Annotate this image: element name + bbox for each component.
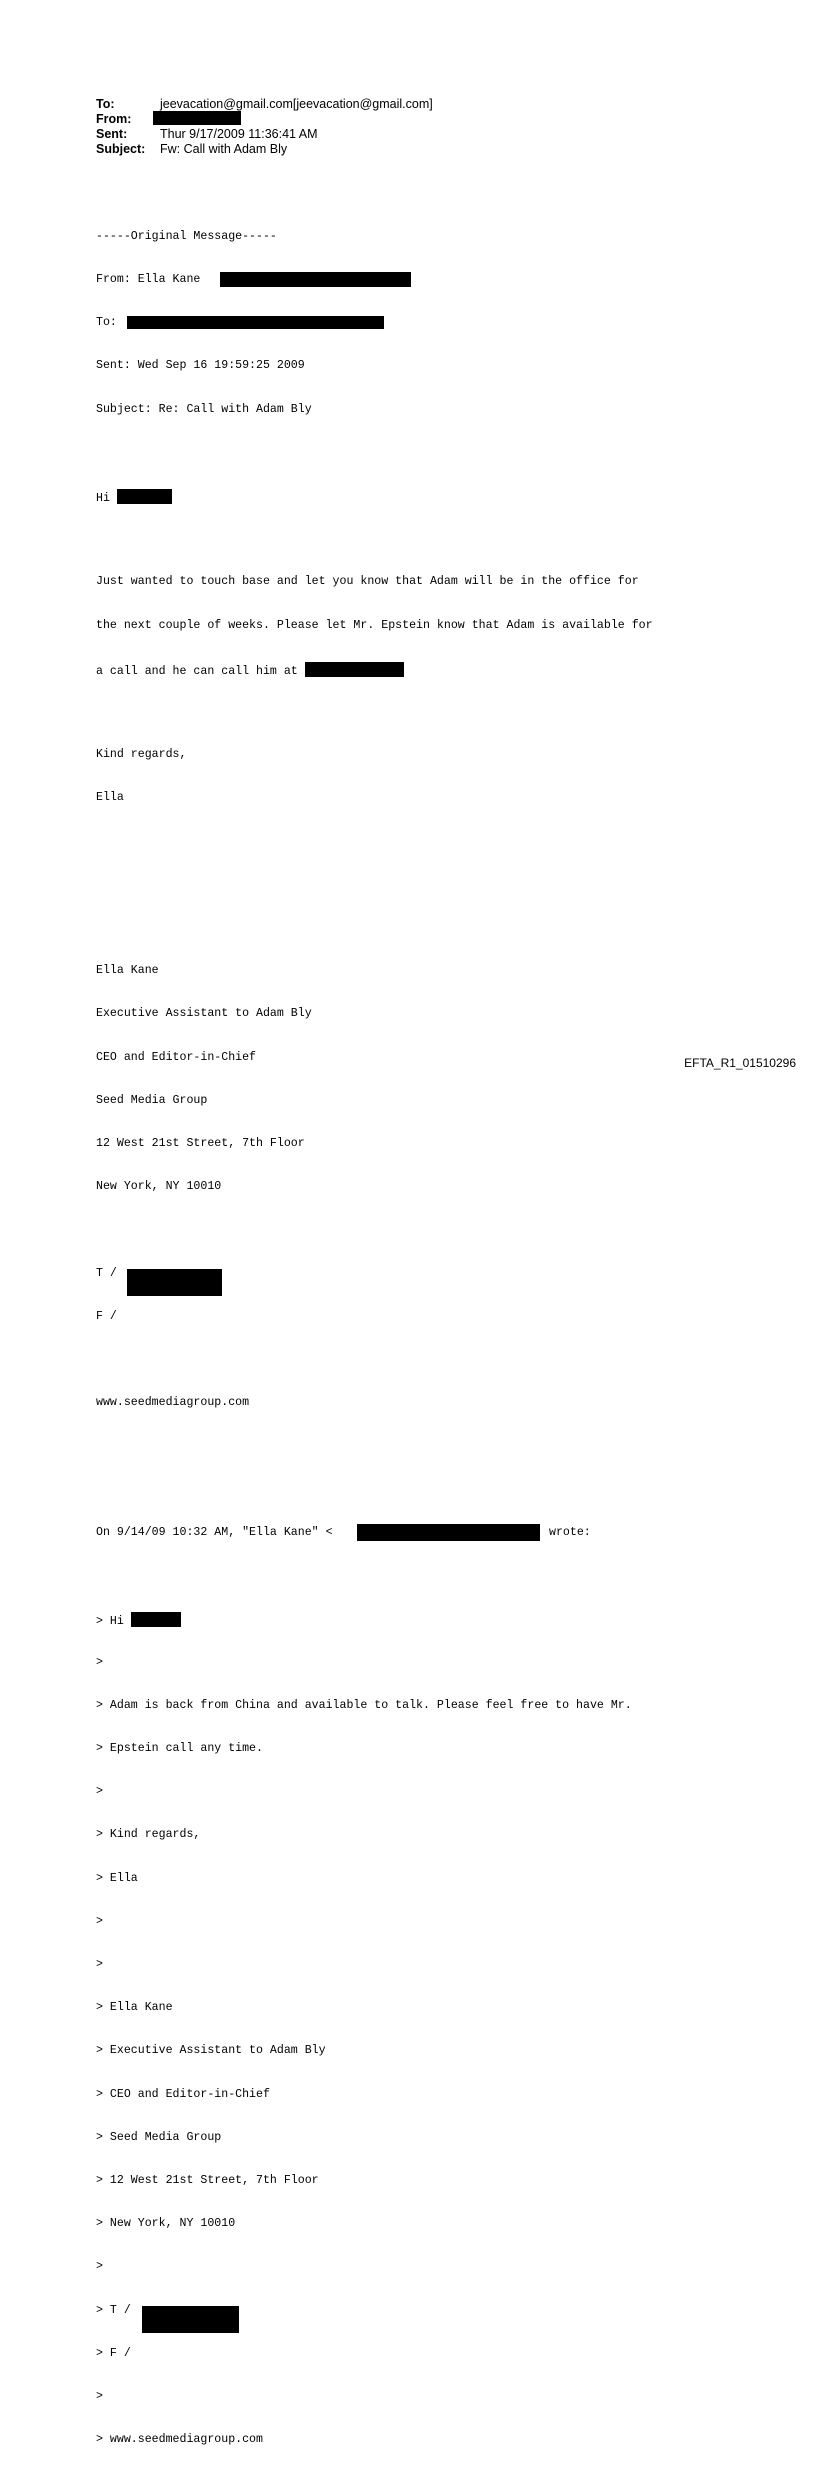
redaction-block bbox=[305, 662, 404, 677]
quoted-closing-line: > Kind regards, bbox=[96, 1828, 201, 1842]
redaction-block bbox=[153, 111, 241, 125]
body-line-1: Just wanted to touch base and let you know that Adam will be in the office for bbox=[96, 575, 639, 589]
quoted-empty-line: > bbox=[96, 2260, 103, 2274]
separator-line: -----Original Message----- bbox=[96, 229, 277, 243]
quoted-greeting-line: > Hi bbox=[96, 1612, 653, 1626]
sent-value: Thur 9/17/2009 11:36:41 AM bbox=[160, 127, 318, 141]
original-from-line: From: Ella Kane bbox=[96, 273, 653, 287]
quoted-empty-line: > bbox=[96, 1655, 103, 1669]
redaction-block bbox=[117, 489, 172, 504]
quoted-signature-address2: > New York, NY 10010 bbox=[96, 2217, 236, 2231]
to-value: jeevacation@gmail.com[jeevacation@gmail.com] bbox=[160, 97, 433, 111]
quoted-intro-line: On 9/14/09 10:32 AM, "Ella Kane" < wrote: bbox=[96, 1525, 591, 1539]
signature-phone: T / bbox=[96, 1267, 653, 1281]
quoted-signature-website: > www.seedmediagroup.com bbox=[96, 2433, 263, 2447]
body-line-3: a call and he can call him at bbox=[96, 662, 653, 676]
signoff-line: Ella bbox=[96, 791, 124, 805]
quoted-empty-line: > bbox=[96, 1914, 103, 1928]
signature-role: CEO and Editor-in-Chief bbox=[96, 1050, 257, 1064]
quoted-empty-line: > bbox=[96, 2389, 103, 2403]
body-line-2: the next couple of weeks. Please let Mr. Epstein know that Adam is available for bbox=[96, 618, 653, 632]
original-sent-line: Sent: Wed Sep 16 19:59:25 2009 bbox=[96, 359, 305, 373]
greeting-line: Hi bbox=[96, 489, 653, 503]
document-id: EFTA_R1_01510296 bbox=[684, 1056, 796, 1070]
redaction-block bbox=[142, 2306, 239, 2333]
quoted-signature-role: > CEO and Editor-in-Chief bbox=[96, 2087, 270, 2101]
redaction-block bbox=[131, 1612, 181, 1627]
subject-value: Fw: Call with Adam Bly bbox=[160, 142, 288, 156]
quoted-signature-company: > Seed Media Group bbox=[96, 2130, 222, 2144]
redaction-block bbox=[127, 1269, 222, 1296]
original-message bbox=[96, 201, 653, 2476]
quoted-empty-line: > bbox=[96, 1957, 103, 1971]
signature-address1: 12 West 21st Street, 7th Floor bbox=[96, 1137, 305, 1151]
signature-title: Executive Assistant to Adam Bly bbox=[96, 1007, 312, 1021]
from-label: From: bbox=[96, 112, 132, 126]
quoted-signature-phone: > T / bbox=[96, 2304, 653, 2318]
sent-label: Sent: bbox=[96, 127, 128, 141]
closing-line: Kind regards, bbox=[96, 748, 187, 762]
quoted-signature-name: > Ella Kane bbox=[96, 2001, 173, 2015]
signature-company: Seed Media Group bbox=[96, 1093, 208, 1107]
quoted-signature-address1: > 12 West 21st Street, 7th Floor bbox=[96, 2173, 319, 2187]
quoted-signature-fax: > F / bbox=[96, 2346, 131, 2360]
signature-website: www.seedmediagroup.com bbox=[96, 1396, 250, 1410]
quoted-body-line-1: > Adam is back from China and available to talk. Please feel free to have Mr. bbox=[96, 1698, 632, 1712]
quoted-signoff-line: > Ella bbox=[96, 1871, 138, 1885]
original-subject-line: Subject: Re: Call with Adam Bly bbox=[96, 402, 312, 416]
quoted-body-line-2: > Epstein call any time. bbox=[96, 1741, 263, 1755]
signature-fax: F / bbox=[96, 1309, 117, 1323]
quoted-empty-line: > bbox=[96, 1785, 103, 1799]
redaction-block bbox=[220, 272, 411, 287]
subject-label: Subject: bbox=[96, 142, 146, 156]
signature-name: Ella Kane bbox=[96, 964, 159, 978]
to-label: To: bbox=[96, 97, 115, 111]
quoted-signature-title: > Executive Assistant to Adam Bly bbox=[96, 2044, 326, 2058]
redaction-block bbox=[127, 316, 384, 329]
redaction-block bbox=[357, 1524, 540, 1541]
signature-address2: New York, NY 10010 bbox=[96, 1180, 222, 1194]
original-to-line: To: bbox=[96, 316, 653, 330]
